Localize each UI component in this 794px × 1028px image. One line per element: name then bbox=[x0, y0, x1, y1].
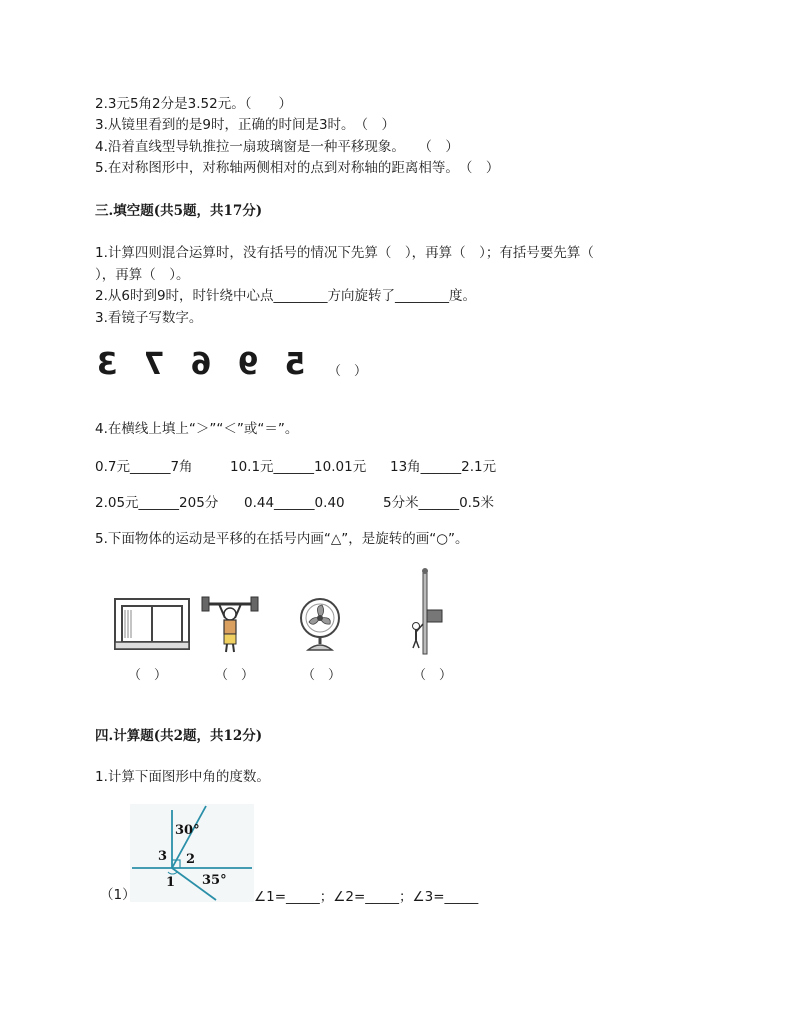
angle-label-30: 30° bbox=[175, 823, 200, 838]
motion-answer-paren: （ ） bbox=[128, 668, 168, 683]
flag-raising-image bbox=[408, 568, 444, 656]
mirror-digits-row bbox=[95, 344, 367, 384]
section-calc-heading: 四.计算题(共2题，共12分) bbox=[95, 728, 263, 744]
angle-label-35: 35° bbox=[202, 873, 227, 888]
compare-item: 10.1元______10.01元 bbox=[230, 459, 367, 475]
fill-question-1-line-1: 1.计算四则混合运算时，没有括号的情况下先算（ ），再算（ ）；有括号要先算（ bbox=[95, 245, 594, 261]
angle-diagram bbox=[130, 804, 254, 902]
compare-item: 0.7元______7角 bbox=[95, 459, 193, 475]
judge-question-3: 3.从镜里看到的是9时，正确的时间是3时。 （ ） bbox=[95, 117, 396, 133]
mirror-digit: 3 bbox=[96, 346, 118, 382]
fill-question-4: 4.在横线上填上“＞”“＜”或“＝”。 bbox=[95, 421, 299, 437]
mirror-digit: 6 bbox=[190, 346, 212, 382]
calc-answer-line: ∠1=_____；∠2=_____；∠3=_____ bbox=[254, 889, 479, 905]
compare-item: 0.44______0.40 bbox=[244, 495, 345, 511]
judge-question-2: 2.3元5角2分是3.52元。（ ） bbox=[95, 96, 292, 112]
angle-label-1: 1 bbox=[166, 875, 176, 890]
compare-item: 5分米______0.5米 bbox=[383, 495, 495, 511]
judge-question-4: 4.沿着直线型导轨推拉一扇玻璃窗是一种平移现象。 （ ） bbox=[95, 139, 459, 155]
angle-label-2: 2 bbox=[186, 852, 196, 867]
sliding-window-image bbox=[114, 598, 190, 650]
fill-question-2: 2.从6时到9时，时针绕中心点________方向旋转了________度。 bbox=[95, 288, 477, 304]
motion-answer-paren: （ ） bbox=[215, 668, 255, 683]
electric-fan-image bbox=[294, 596, 346, 652]
mirror-digit: 9 bbox=[237, 346, 259, 382]
mirror-answer-paren: （ ） bbox=[328, 363, 368, 379]
weightlifter-image bbox=[199, 592, 261, 654]
mirror-digit: 7 bbox=[143, 346, 165, 382]
section-fill-heading: 三.填空题(共5题，共17分) bbox=[95, 203, 263, 219]
judge-question-5: 5.在对称图形中，对称轴两侧相对的点到对称轴的距离相等。 （ ） bbox=[95, 160, 500, 176]
motion-answer-paren: （ ） bbox=[302, 668, 342, 683]
fill-question-5: 5.下面物体的运动是平移的在括号内画“△”，是旋转的画“○”。 bbox=[95, 531, 469, 547]
calc-question-1: 1.计算下面图形中角的度数。 bbox=[95, 769, 270, 785]
angle-label-3: 3 bbox=[158, 849, 168, 864]
compare-item: 13角______2.1元 bbox=[390, 459, 497, 475]
motion-answer-paren: （ ） bbox=[413, 668, 453, 683]
fill-question-3: 3.看镜子写数字。 bbox=[95, 310, 203, 326]
calc-sub-label: （1） bbox=[100, 887, 136, 903]
fill-question-1-line-2: ），再算（ ）。 bbox=[95, 267, 190, 283]
compare-item: 2.05元______205分 bbox=[95, 495, 219, 511]
mirror-digit: 5 bbox=[284, 346, 306, 382]
